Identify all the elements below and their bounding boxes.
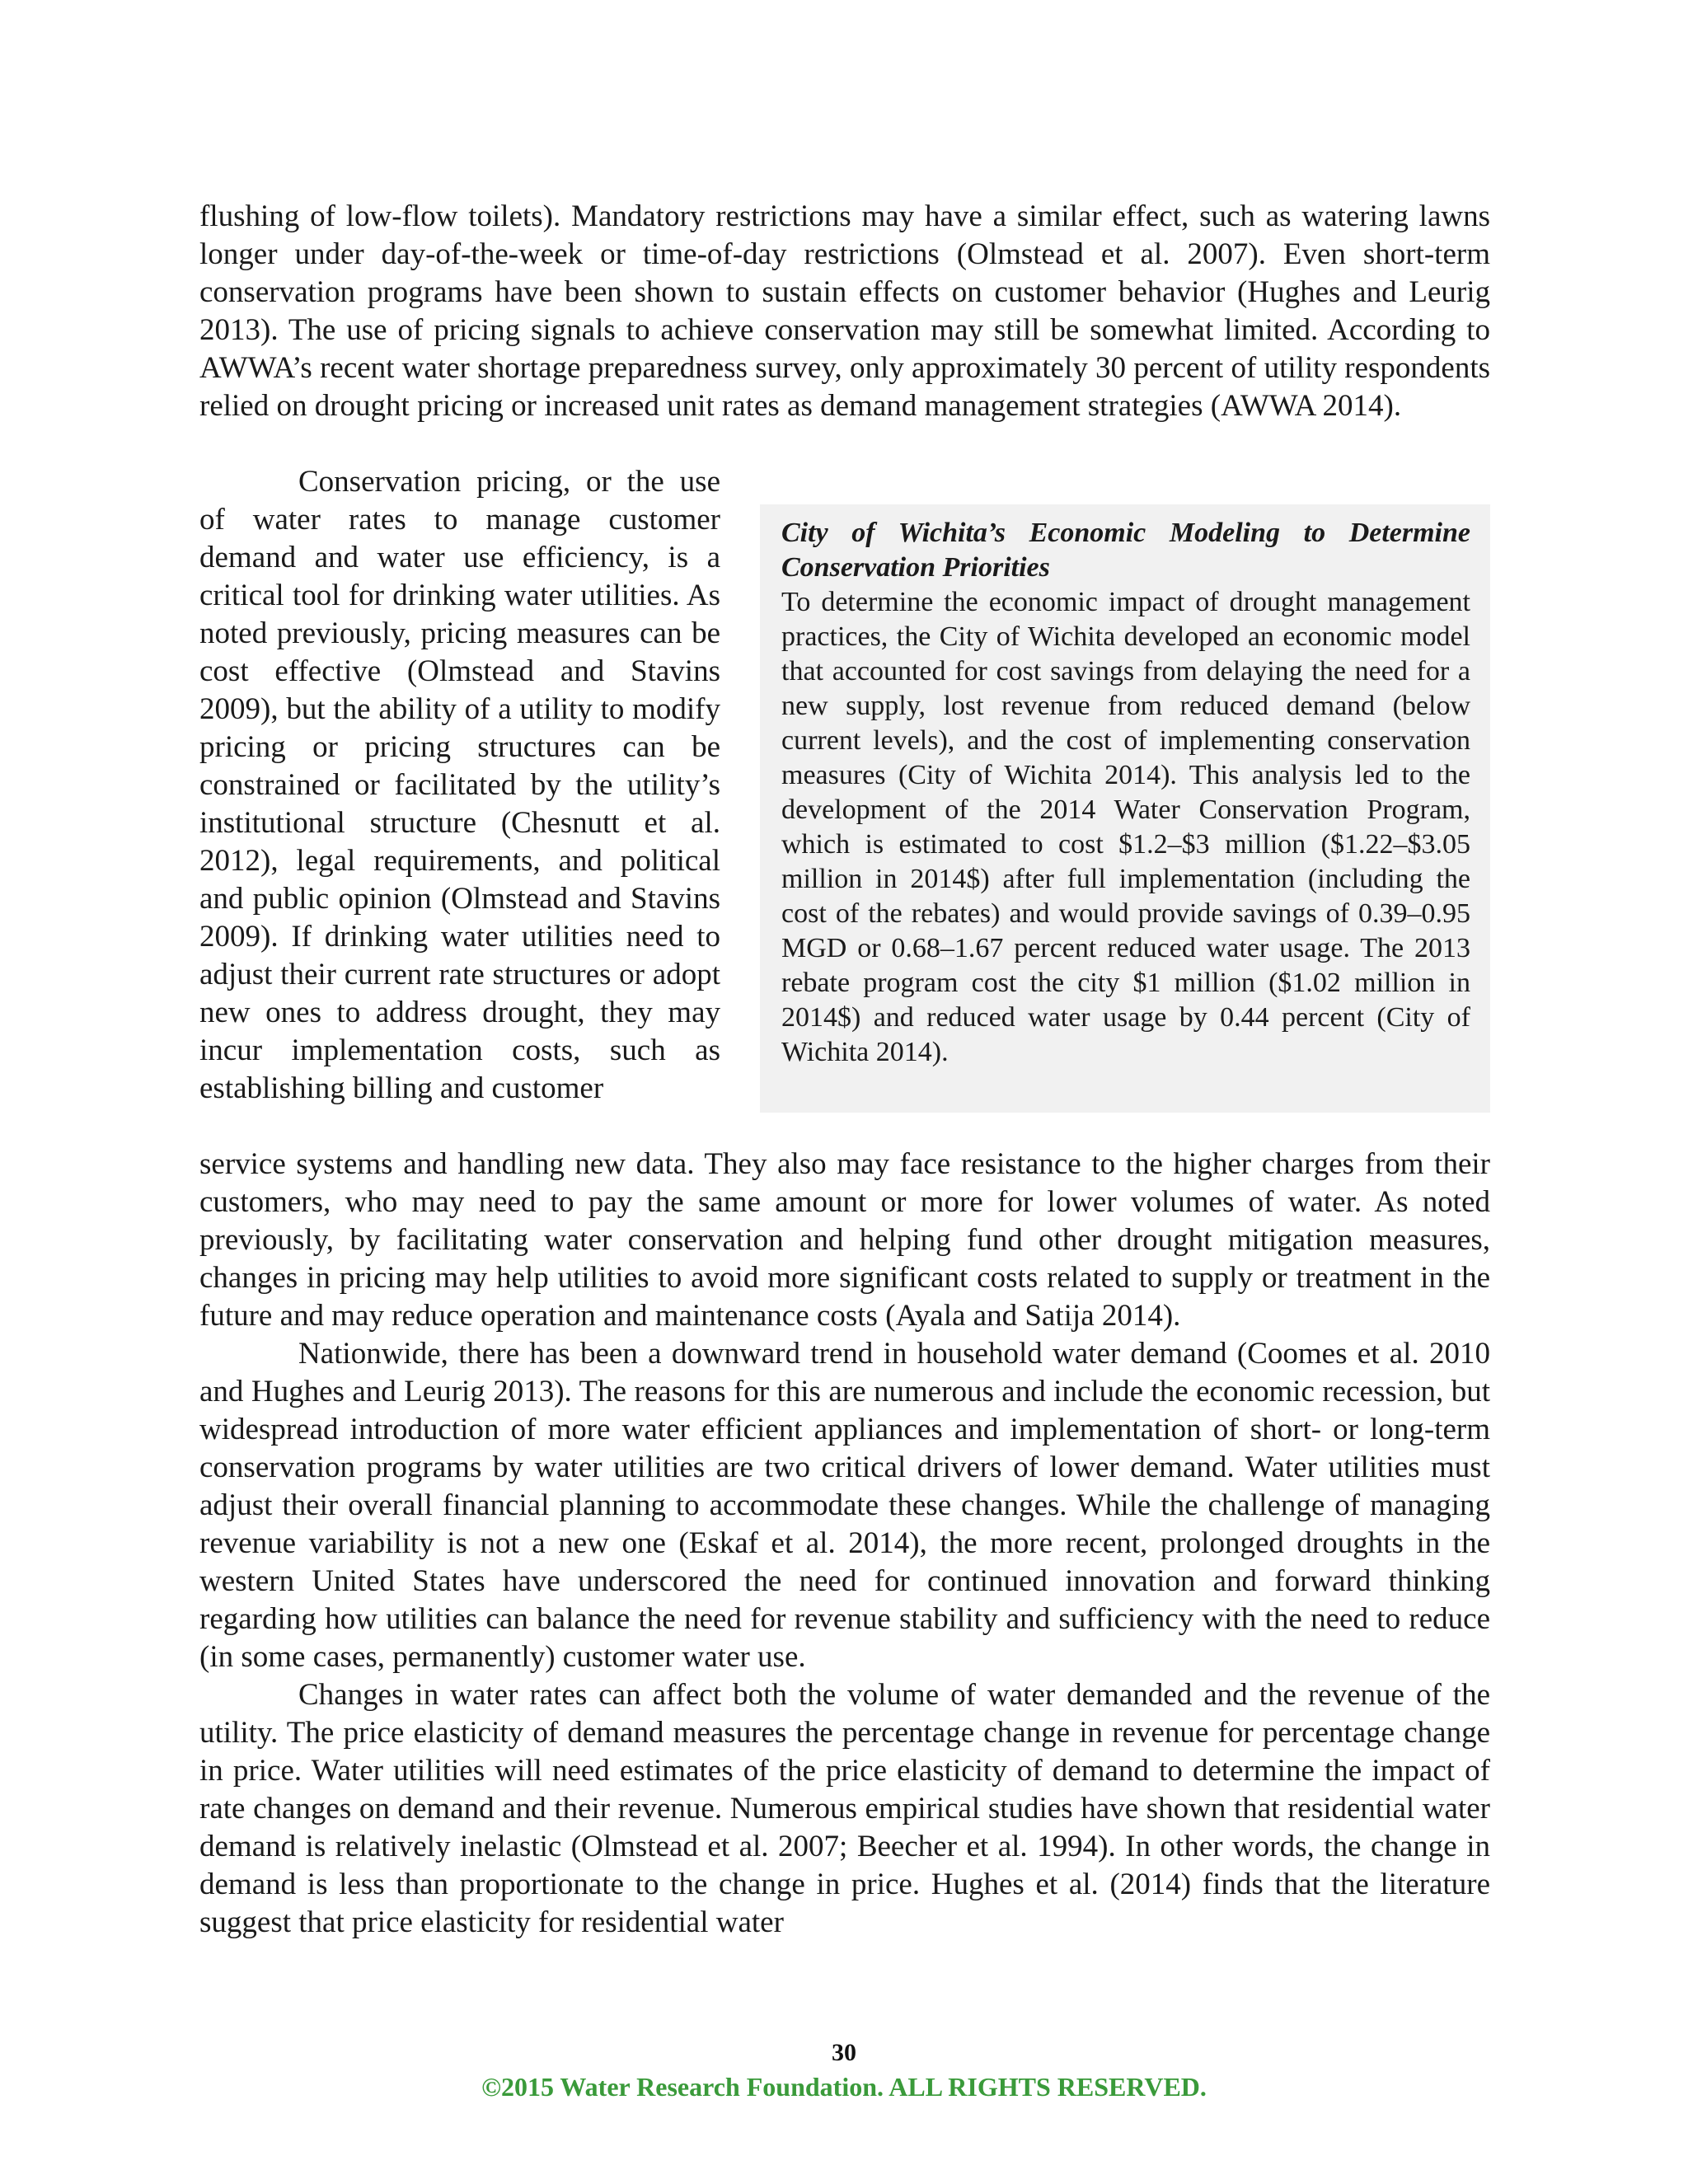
paragraph-water-rates: Changes in water rates can affect both the volume of water demanded and the revenue of the utility. The price elasticity of demand measures the percentage change in revenue for percentage change in price. Water utilities will need estimates of the price elasticity of demand to determine the impact of rate changes on demand and their revenue. Numerous empirical studies have shown that residential water demand is relatively inelastic (Olmstead et al. 2007; Beecher et al. 1994). In other words, the change in demand is less than proportionate to the change in price. Hughes et al. (2014) finds that the literature suggest that price elasticity for residential water [199,1678,1490,1939]
paragraph-conservation-pricing: Conservation pricing, or the use of water rates to manage customer demand and water use efficiency, is a critical tool for drinking water utilities. As noted previously, pricing measures can be cost effective (Olmstead and Stavins 2009), but the ability of a utility to modify pricing or pricing structures can be constrained or facilitated by the utility’s institutional structure (Chesnutt et al. 2012), legal requirements, and political and public opinion (Olmstead and Stavins 2009). If drinking water utilities need to adjust their current rate structures or adopt new ones to address drought, they may incur implementation costs, such as establishing billing and customer [199,465,720,1105]
paragraph-conservation-pricing-continued: service systems and handling new data. They also may face resistance to the higher charges from their customers, who may need to pay the same amount or more for lower volumes of water. As noted previously, by facilitating water conservation and helping fund other drought mitigation measures, changes in pricing may help utilities to avoid more significant costs related to supply or treatment in the future and may reduce operation and maintenance costs (Ayala and Satija 2014). [199,1147,1490,1333]
page-number: 30 [832,2039,856,2066]
wichita-sidebar-box [760,504,1490,1113]
paragraph-top: flushing of low-flow toilets). Mandatory restrictions may have a similar effect, such as watering lawns longer under day-of-the-week or time-of-day restrictions (Olmstead et al. 2007). Even short-term conservation programs have been shown to sustain effects on customer behavior (Hughes and Leurig 2013). The use of pricing signals to achieve conservation may still be somewhat limited. According to AWWA’s recent water shortage preparedness survey, only approximately 30 percent of utility respondents relied on drought pricing or increased unit rates as demand management strategies (AWWA 2014). [199,199,1490,423]
paragraph-nationwide: Nationwide, there has been a downward trend in household water demand (Coomes et al. 2010 and Hughes and Leurig 2013). The reasons for this are numerous and include the economic recession, but widespread introduction of more water efficient appliances and implementation of short- or long-term conservation programs by water utilities are two critical drivers of lower demand. Water utilities must adjust their overall financial planning to accommodate these changes. While the challenge of managing revenue variability is not a new one (Eskaf et al. 2014), the more recent, prolonged droughts in the western United States have underscored the need for continued innovation and forward thinking regarding how utilities can balance the need for revenue stability and sufficiency with the need to reduce (in some cases, permanently) customer water use. [199,1337,1490,1674]
copyright-notice: ©2015 Water Research Foundation. ALL RIGHTS RESERVED. [481,2072,1207,2102]
sidebar-title: City of Wichita’s Economic Modeling to Determine Conservation Priorities [781,518,1470,583]
sidebar-body: To determine the economic impact of drought management practices, the City of Wichita developed an economic model that accounted for cost savings from delaying the need for a new supply, lost revenue from reduced demand (below current levels), and the cost of implementing conservation measures (City of Wichita 2014). This analysis led to the development of the 2014 Water Conservation Program, which is estimated to cost $1.2–$3 million ($1.22–$3.05 million in 2014$) after full implementation (including the cost of the rebates) and would provide savings of 0.39–0.95 MGD or 0.68–1.67 percent reduced water usage. The 2013 rebate program cost the city $1 million ($1.02 million in 2014$) and reduced water usage by 0.44 percent (City of Wichita 2014). [781,587,1470,1067]
